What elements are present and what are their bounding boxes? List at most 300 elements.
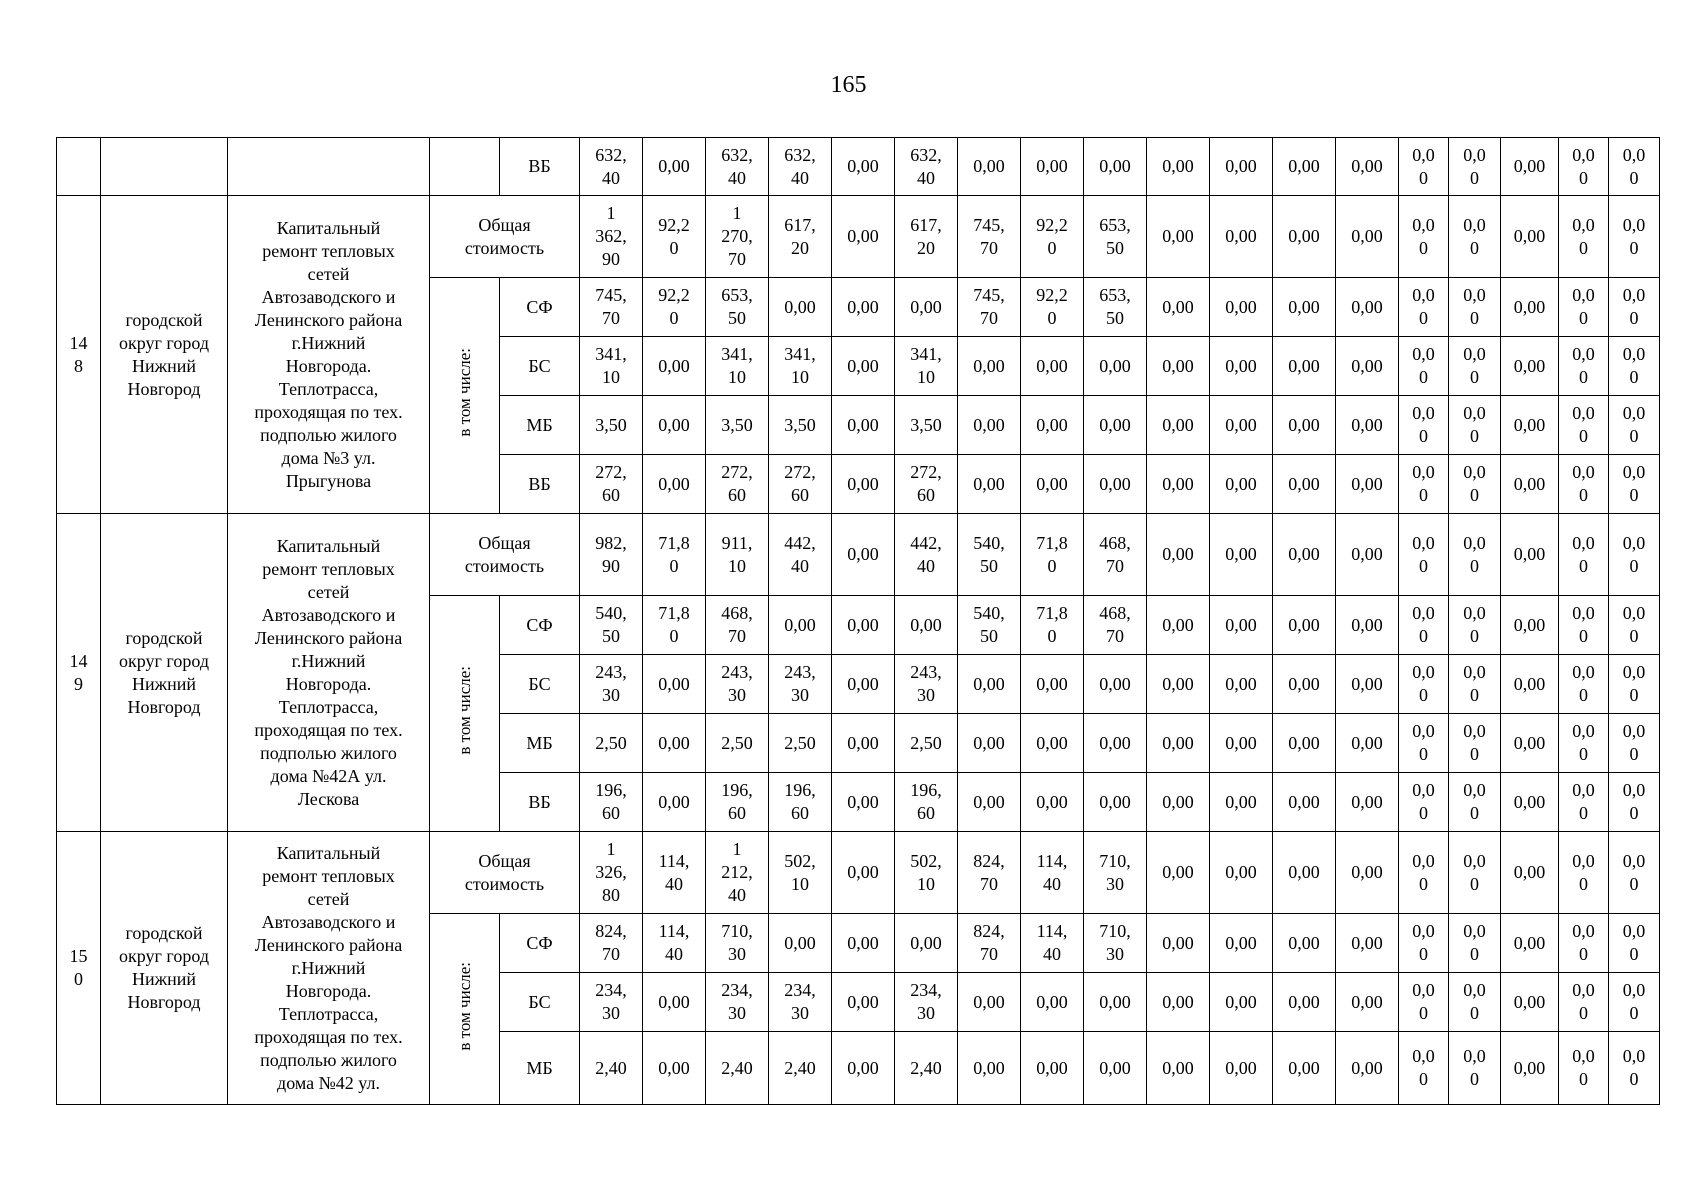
value-cell: 0,00 xyxy=(1501,278,1559,337)
value-cell: 0,00 xyxy=(1501,914,1559,973)
value-cell: 0,00 xyxy=(1336,514,1399,596)
value-cell: 0,00 xyxy=(1501,773,1559,832)
value-cell: 0,00 xyxy=(958,1032,1021,1105)
value-cell: 0,00 xyxy=(1147,138,1210,196)
value-cell: 0,00 xyxy=(1273,832,1336,914)
value-cell: 0,0 0 xyxy=(1609,714,1660,773)
value-cell: 0,00 xyxy=(832,196,895,278)
value-cell: 632, 40 xyxy=(895,138,958,196)
value-cell: 0,00 xyxy=(1501,832,1559,914)
table-row xyxy=(57,138,1660,196)
budget-table xyxy=(56,137,1660,1105)
value-cell: 0,00 xyxy=(1273,138,1336,196)
value-cell: 824, 70 xyxy=(958,914,1021,973)
total-cost-label: Общая стоимость xyxy=(430,832,580,914)
value-cell: 502, 10 xyxy=(769,832,832,914)
value-cell: 0,00 xyxy=(832,914,895,973)
value-cell: 92,2 0 xyxy=(1021,278,1084,337)
value-cell: 0,00 xyxy=(1501,596,1559,655)
value-cell: 0,00 xyxy=(1273,196,1336,278)
value-cell: 196, 60 xyxy=(895,773,958,832)
funding-source-cell: МБ xyxy=(500,396,580,455)
value-cell: 272, 60 xyxy=(580,455,643,514)
value-cell: 3,50 xyxy=(895,396,958,455)
value-cell: 0,00 xyxy=(1147,655,1210,714)
value-cell: 0,0 0 xyxy=(1559,832,1609,914)
value-cell: 0,00 xyxy=(832,655,895,714)
value-cell: 0,00 xyxy=(832,138,895,196)
value-cell: 0,0 0 xyxy=(1609,455,1660,514)
value-cell: 0,00 xyxy=(1147,714,1210,773)
value-cell: 0,0 0 xyxy=(1399,278,1449,337)
value-cell: 0,00 xyxy=(832,714,895,773)
value-cell: 0,00 xyxy=(769,914,832,973)
value-cell: 0,00 xyxy=(1336,596,1399,655)
funding-source-cell: ВБ xyxy=(500,138,580,196)
value-cell: 0,00 xyxy=(1273,278,1336,337)
value-cell: 0,00 xyxy=(1273,596,1336,655)
value-cell: 0,00 xyxy=(1501,337,1559,396)
value-cell: 710, 30 xyxy=(706,914,769,973)
value-cell: 0,00 xyxy=(832,337,895,396)
value-cell: 0,00 xyxy=(958,337,1021,396)
value-cell: 0,00 xyxy=(1210,455,1273,514)
value-cell: 0,00 xyxy=(1273,1032,1336,1105)
value-cell: 0,00 xyxy=(1147,596,1210,655)
in-total-cell xyxy=(430,596,500,832)
value-cell: 0,00 xyxy=(1147,973,1210,1032)
value-cell: 0,00 xyxy=(1021,138,1084,196)
value-cell: 0,0 0 xyxy=(1399,396,1449,455)
value-cell: 0,00 xyxy=(1501,396,1559,455)
funding-source-cell: СФ xyxy=(500,914,580,973)
value-cell: 0,00 xyxy=(1336,278,1399,337)
funding-source-cell: СФ xyxy=(500,596,580,655)
value-cell: 0,00 xyxy=(1210,1032,1273,1105)
value-cell: 0,00 xyxy=(832,1032,895,1105)
value-cell: 0,00 xyxy=(1021,714,1084,773)
value-cell: 0,0 0 xyxy=(1399,138,1449,196)
value-cell: 0,0 0 xyxy=(1559,914,1609,973)
value-cell: 0,00 xyxy=(643,455,706,514)
value-cell: 2,50 xyxy=(706,714,769,773)
value-cell: 0,0 0 xyxy=(1399,973,1449,1032)
value-cell: 0,00 xyxy=(958,773,1021,832)
value-cell: 0,0 0 xyxy=(1399,714,1449,773)
value-cell: 3,50 xyxy=(580,396,643,455)
value-cell: 0,00 xyxy=(1084,655,1147,714)
in-total-label: в том числе: xyxy=(454,961,474,1051)
value-cell: 0,00 xyxy=(643,396,706,455)
value-cell: 0,00 xyxy=(643,773,706,832)
value-cell: 632, 40 xyxy=(580,138,643,196)
funding-source-cell: БС xyxy=(500,655,580,714)
value-cell: 0,0 0 xyxy=(1559,973,1609,1032)
value-cell: 0,00 xyxy=(1501,196,1559,278)
value-cell: 0,0 0 xyxy=(1609,337,1660,396)
value-cell: 653, 50 xyxy=(1084,196,1147,278)
value-cell: 745, 70 xyxy=(958,278,1021,337)
value-cell: 0,0 0 xyxy=(1559,714,1609,773)
value-cell: 0,00 xyxy=(1084,337,1147,396)
municipality-cell xyxy=(101,138,228,196)
value-cell: 0,00 xyxy=(1210,832,1273,914)
object-name-cell: Капитальный ремонт тепловых сетей Автозаводского и Ленинского района г.Нижний Новгорода. Теплотрасса, проходящая по тех. подполью жилого дома №42 ул. xyxy=(228,832,430,1105)
value-cell: 0,00 xyxy=(895,278,958,337)
value-cell: 0,0 0 xyxy=(1449,973,1501,1032)
value-cell: 114, 40 xyxy=(1021,914,1084,973)
in-total-label: в том числе: xyxy=(454,666,474,755)
value-cell: 0,00 xyxy=(1210,714,1273,773)
value-cell: 0,00 xyxy=(895,914,958,973)
value-cell: 92,2 0 xyxy=(643,196,706,278)
value-cell: 0,00 xyxy=(1273,337,1336,396)
value-cell: 92,2 0 xyxy=(1021,196,1084,278)
value-cell: 234, 30 xyxy=(580,973,643,1032)
value-cell: 0,00 xyxy=(643,655,706,714)
value-cell: 0,00 xyxy=(1084,714,1147,773)
value-cell: 0,00 xyxy=(1336,337,1399,396)
value-cell: 0,0 0 xyxy=(1609,396,1660,455)
funding-source-cell: ВБ xyxy=(500,773,580,832)
value-cell: 1 326, 80 xyxy=(580,832,643,914)
value-cell: 442, 40 xyxy=(769,514,832,596)
value-cell: 0,00 xyxy=(1084,1032,1147,1105)
value-cell: 0,00 xyxy=(1147,1032,1210,1105)
value-cell: 272, 60 xyxy=(706,455,769,514)
value-cell: 0,0 0 xyxy=(1609,655,1660,714)
value-cell: 0,00 xyxy=(1336,914,1399,973)
value-cell: 0,0 0 xyxy=(1449,514,1501,596)
table-row xyxy=(57,832,1660,914)
value-cell: 341, 10 xyxy=(895,337,958,396)
value-cell: 0,00 xyxy=(1273,773,1336,832)
value-cell: 0,00 xyxy=(1210,196,1273,278)
value-cell: 0,00 xyxy=(1021,655,1084,714)
value-cell: 0,00 xyxy=(1210,914,1273,973)
value-cell: 114, 40 xyxy=(643,914,706,973)
value-cell: 0,00 xyxy=(1336,196,1399,278)
value-cell: 0,0 0 xyxy=(1449,832,1501,914)
value-cell: 0,00 xyxy=(1501,455,1559,514)
value-cell: 617, 20 xyxy=(769,196,832,278)
value-cell: 0,00 xyxy=(832,455,895,514)
value-cell: 272, 60 xyxy=(769,455,832,514)
value-cell: 0,0 0 xyxy=(1449,455,1501,514)
value-cell: 0,0 0 xyxy=(1399,337,1449,396)
value-cell: 0,00 xyxy=(832,278,895,337)
value-cell: 3,50 xyxy=(769,396,832,455)
page-number: 165 xyxy=(830,72,867,98)
value-cell: 0,00 xyxy=(1210,337,1273,396)
value-cell: 0,00 xyxy=(1210,278,1273,337)
value-cell: 234, 30 xyxy=(769,973,832,1032)
value-cell: 632, 40 xyxy=(769,138,832,196)
value-cell: 0,00 xyxy=(1147,337,1210,396)
value-cell: 0,00 xyxy=(1501,514,1559,596)
value-cell: 341, 10 xyxy=(580,337,643,396)
value-cell: 71,8 0 xyxy=(1021,514,1084,596)
funding-source-cell: БС xyxy=(500,973,580,1032)
value-cell: 468, 70 xyxy=(1084,514,1147,596)
value-cell: 0,0 0 xyxy=(1609,278,1660,337)
value-cell: 0,00 xyxy=(832,773,895,832)
value-cell: 0,00 xyxy=(958,655,1021,714)
value-cell: 196, 60 xyxy=(706,773,769,832)
value-cell: 0,0 0 xyxy=(1559,455,1609,514)
object-name-cell: Капитальный ремонт тепловых сетей Автозаводского и Ленинского района г.Нижний Новгорода. Теплотрасса, проходящая по тех. подполью жилого дома №42А ул. Лескова xyxy=(228,514,430,832)
value-cell: 653, 50 xyxy=(1084,278,1147,337)
value-cell: 468, 70 xyxy=(1084,596,1147,655)
value-cell: 0,00 xyxy=(1021,1032,1084,1105)
value-cell: 617, 20 xyxy=(895,196,958,278)
value-cell: 0,00 xyxy=(643,138,706,196)
value-cell: 442, 40 xyxy=(895,514,958,596)
value-cell: 2,40 xyxy=(895,1032,958,1105)
funding-source-cell: МБ xyxy=(500,1032,580,1105)
in-total-cell xyxy=(430,278,500,514)
value-cell: 0,00 xyxy=(1273,973,1336,1032)
row-number-cell: 14 9 xyxy=(57,514,101,832)
value-cell: 0,00 xyxy=(1147,773,1210,832)
value-cell: 196, 60 xyxy=(580,773,643,832)
value-cell: 0,00 xyxy=(1501,714,1559,773)
row-number-cell: 14 8 xyxy=(57,196,101,514)
value-cell: 0,00 xyxy=(958,455,1021,514)
value-cell: 0,00 xyxy=(1147,278,1210,337)
value-cell: 0,00 xyxy=(1084,773,1147,832)
value-cell: 196, 60 xyxy=(769,773,832,832)
value-cell: 0,0 0 xyxy=(1449,1032,1501,1105)
value-cell: 0,0 0 xyxy=(1449,773,1501,832)
value-cell: 71,8 0 xyxy=(1021,596,1084,655)
value-cell: 243, 30 xyxy=(769,655,832,714)
value-cell: 0,0 0 xyxy=(1559,1032,1609,1105)
value-cell: 540, 50 xyxy=(958,596,1021,655)
value-cell: 0,0 0 xyxy=(1609,973,1660,1032)
value-cell: 0,00 xyxy=(769,278,832,337)
value-cell: 0,0 0 xyxy=(1449,596,1501,655)
value-cell: 0,00 xyxy=(832,596,895,655)
funding-source-cell: ВБ xyxy=(500,455,580,514)
value-cell: 0,0 0 xyxy=(1609,196,1660,278)
value-cell: 0,00 xyxy=(958,714,1021,773)
value-cell: 0,00 xyxy=(832,514,895,596)
value-cell: 2,40 xyxy=(580,1032,643,1105)
value-cell: 0,0 0 xyxy=(1559,655,1609,714)
value-cell: 92,2 0 xyxy=(643,278,706,337)
value-cell: 0,00 xyxy=(643,1032,706,1105)
value-cell: 0,0 0 xyxy=(1399,596,1449,655)
value-cell: 0,0 0 xyxy=(1399,1032,1449,1105)
value-cell: 468, 70 xyxy=(706,596,769,655)
value-cell: 710, 30 xyxy=(1084,832,1147,914)
value-cell: 0,0 0 xyxy=(1609,773,1660,832)
municipality-cell: городской округ город Нижний Новгород xyxy=(101,514,228,832)
value-cell: 0,0 0 xyxy=(1559,337,1609,396)
value-cell: 0,00 xyxy=(1147,196,1210,278)
value-cell: 0,00 xyxy=(1273,714,1336,773)
value-cell: 71,8 0 xyxy=(643,596,706,655)
value-cell: 0,00 xyxy=(1210,514,1273,596)
value-cell: 341, 10 xyxy=(769,337,832,396)
value-cell: 114, 40 xyxy=(643,832,706,914)
value-cell: 3,50 xyxy=(706,396,769,455)
value-cell: 0,00 xyxy=(958,396,1021,455)
value-cell: 0,00 xyxy=(1147,914,1210,973)
value-cell: 0,00 xyxy=(1336,396,1399,455)
value-cell: 0,0 0 xyxy=(1449,337,1501,396)
value-cell: 0,00 xyxy=(1501,138,1559,196)
value-cell: 745, 70 xyxy=(958,196,1021,278)
value-cell: 0,00 xyxy=(1210,596,1273,655)
value-cell: 0,00 xyxy=(1021,973,1084,1032)
value-cell: 911, 10 xyxy=(706,514,769,596)
value-cell: 653, 50 xyxy=(706,278,769,337)
value-cell: 0,0 0 xyxy=(1399,655,1449,714)
value-cell: 0,00 xyxy=(643,337,706,396)
funding-source-cell: СФ xyxy=(500,278,580,337)
value-cell: 243, 30 xyxy=(706,655,769,714)
value-cell: 632, 40 xyxy=(706,138,769,196)
value-cell: 0,0 0 xyxy=(1559,773,1609,832)
value-cell: 0,0 0 xyxy=(1559,138,1609,196)
row-number-cell xyxy=(57,138,101,196)
in-total-cell xyxy=(430,138,500,196)
value-cell: 540, 50 xyxy=(580,596,643,655)
value-cell: 0,0 0 xyxy=(1449,196,1501,278)
value-cell: 502, 10 xyxy=(895,832,958,914)
value-cell: 243, 30 xyxy=(580,655,643,714)
funding-source-cell: МБ xyxy=(500,714,580,773)
value-cell: 0,00 xyxy=(832,832,895,914)
value-cell: 0,0 0 xyxy=(1559,596,1609,655)
value-cell: 0,00 xyxy=(1336,714,1399,773)
value-cell: 0,00 xyxy=(1501,655,1559,714)
value-cell: 0,00 xyxy=(1147,832,1210,914)
value-cell: 0,00 xyxy=(1501,1032,1559,1105)
object-name-cell xyxy=(228,138,430,196)
value-cell: 0,00 xyxy=(1147,396,1210,455)
value-cell: 0,00 xyxy=(1501,973,1559,1032)
value-cell: 0,00 xyxy=(1147,455,1210,514)
value-cell: 1 362, 90 xyxy=(580,196,643,278)
value-cell: 0,0 0 xyxy=(1609,138,1660,196)
value-cell: 2,50 xyxy=(769,714,832,773)
table-row xyxy=(57,514,1660,596)
value-cell: 0,00 xyxy=(1273,655,1336,714)
value-cell: 0,00 xyxy=(769,596,832,655)
value-cell: 0,0 0 xyxy=(1559,196,1609,278)
value-cell: 0,00 xyxy=(1273,914,1336,973)
value-cell: 824, 70 xyxy=(958,832,1021,914)
municipality-cell: городской округ город Нижний Новгород xyxy=(101,196,228,514)
value-cell: 0,0 0 xyxy=(1399,514,1449,596)
table-body xyxy=(57,138,1660,1105)
value-cell: 1 270, 70 xyxy=(706,196,769,278)
value-cell: 2,50 xyxy=(580,714,643,773)
value-cell: 2,40 xyxy=(706,1032,769,1105)
value-cell: 0,0 0 xyxy=(1449,278,1501,337)
value-cell: 234, 30 xyxy=(895,973,958,1032)
value-cell: 0,0 0 xyxy=(1609,914,1660,973)
value-cell: 341, 10 xyxy=(706,337,769,396)
value-cell: 0,0 0 xyxy=(1449,914,1501,973)
value-cell: 0,0 0 xyxy=(1559,278,1609,337)
value-cell: 0,0 0 xyxy=(1399,196,1449,278)
value-cell: 0,0 0 xyxy=(1449,138,1501,196)
value-cell: 0,00 xyxy=(1147,514,1210,596)
value-cell: 0,00 xyxy=(1084,138,1147,196)
value-cell: 0,0 0 xyxy=(1449,714,1501,773)
value-cell: 243, 30 xyxy=(895,655,958,714)
value-cell: 0,00 xyxy=(1336,832,1399,914)
value-cell: 71,8 0 xyxy=(643,514,706,596)
value-cell: 0,00 xyxy=(1210,655,1273,714)
value-cell: 0,0 0 xyxy=(1609,1032,1660,1105)
value-cell: 0,00 xyxy=(1336,773,1399,832)
value-cell: 0,00 xyxy=(958,973,1021,1032)
value-cell: 0,00 xyxy=(1084,973,1147,1032)
value-cell: 0,00 xyxy=(1021,455,1084,514)
in-total-label: в том числе: xyxy=(454,348,474,437)
value-cell: 272, 60 xyxy=(895,455,958,514)
value-cell: 0,00 xyxy=(643,714,706,773)
value-cell: 0,0 0 xyxy=(1609,832,1660,914)
value-cell: 982, 90 xyxy=(580,514,643,596)
value-cell: 114, 40 xyxy=(1021,832,1084,914)
value-cell: 0,00 xyxy=(1336,655,1399,714)
total-cost-label: Общая стоимость xyxy=(430,514,580,596)
in-total-cell xyxy=(430,914,500,1105)
funding-source-cell: БС xyxy=(500,337,580,396)
value-cell: 0,00 xyxy=(895,596,958,655)
value-cell: 2,40 xyxy=(769,1032,832,1105)
value-cell: 0,00 xyxy=(1021,396,1084,455)
value-cell: 0,0 0 xyxy=(1609,514,1660,596)
value-cell: 0,00 xyxy=(1336,1032,1399,1105)
value-cell: 0,0 0 xyxy=(1399,455,1449,514)
value-cell: 0,00 xyxy=(1021,773,1084,832)
value-cell: 710, 30 xyxy=(1084,914,1147,973)
value-cell: 0,0 0 xyxy=(1399,914,1449,973)
value-cell: 1 212, 40 xyxy=(706,832,769,914)
value-cell: 0,00 xyxy=(958,138,1021,196)
value-cell: 540, 50 xyxy=(958,514,1021,596)
value-cell: 0,0 0 xyxy=(1449,396,1501,455)
value-cell: 0,00 xyxy=(1336,973,1399,1032)
value-cell: 0,00 xyxy=(1336,138,1399,196)
value-cell: 0,0 0 xyxy=(1399,832,1449,914)
value-cell: 0,0 0 xyxy=(1399,773,1449,832)
value-cell: 745, 70 xyxy=(580,278,643,337)
value-cell: 0,00 xyxy=(1210,973,1273,1032)
value-cell: 0,0 0 xyxy=(1559,514,1609,596)
object-name-cell: Капитальный ремонт тепловых сетей Автозаводского и Ленинского района г.Нижний Новгорода. Теплотрасса, проходящая по тех. подполью жилого дома №3 ул. Прыгунова xyxy=(228,196,430,514)
value-cell: 0,00 xyxy=(1084,396,1147,455)
total-cost-label: Общая стоимость xyxy=(430,196,580,278)
value-cell: 0,00 xyxy=(832,973,895,1032)
value-cell: 0,0 0 xyxy=(1559,396,1609,455)
value-cell: 0,00 xyxy=(1210,773,1273,832)
value-cell: 2,50 xyxy=(895,714,958,773)
value-cell: 0,00 xyxy=(1273,514,1336,596)
value-cell: 0,0 0 xyxy=(1609,596,1660,655)
value-cell: 0,00 xyxy=(1336,455,1399,514)
value-cell: 0,00 xyxy=(1273,455,1336,514)
table-row xyxy=(57,196,1660,278)
value-cell: 824, 70 xyxy=(580,914,643,973)
